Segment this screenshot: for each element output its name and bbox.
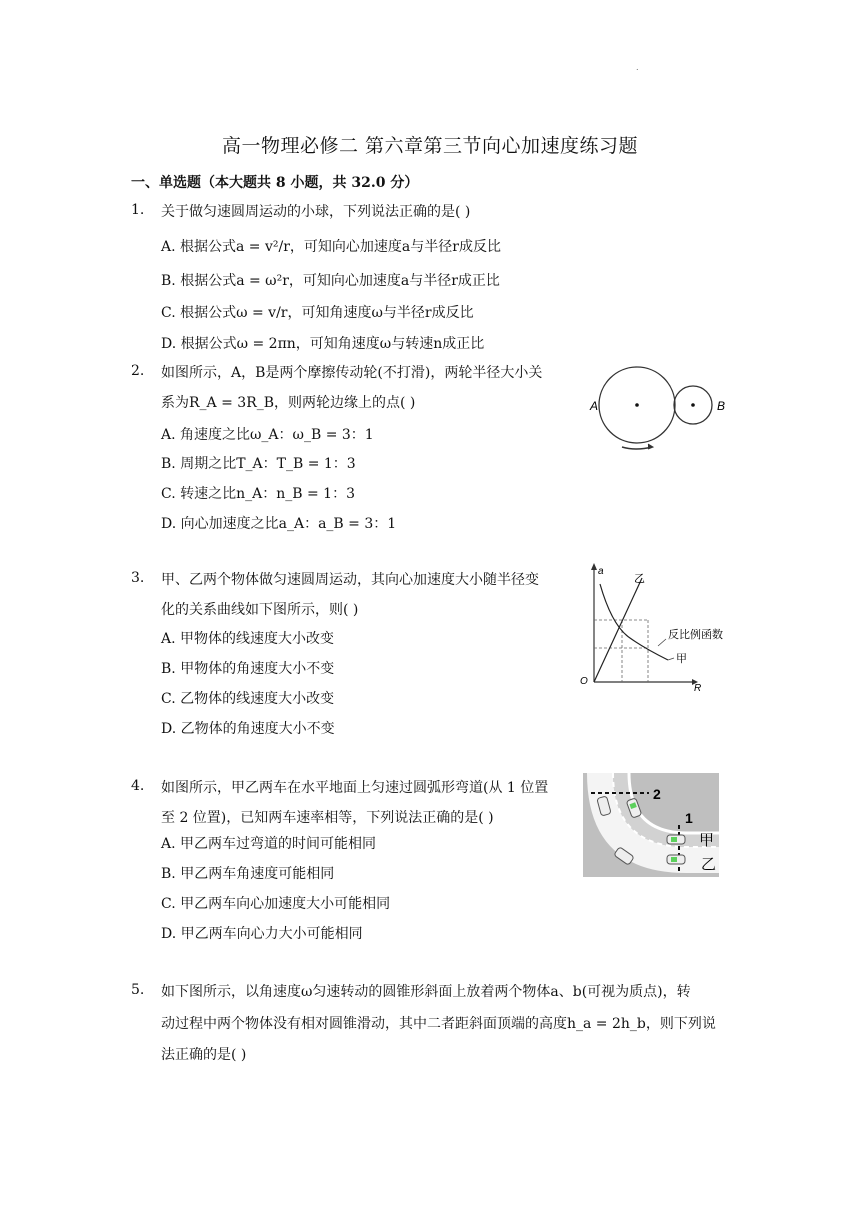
option-b[interactable]: B. 甲物体的角速度大小不变	[161, 661, 335, 677]
question-stem-line-2: 动过程中两个物体没有相对圆锥滑动，其中二者距斜面顶端的高度h_a = 2h_b，则下列说	[161, 1016, 716, 1032]
wheel-b-center	[691, 403, 695, 407]
question-number: 4.	[131, 778, 145, 794]
label-b: B	[717, 399, 726, 413]
option-a[interactable]: A. 角速度之比ω_A：ω_B = 3：1	[161, 427, 374, 443]
option-d[interactable]: D. 向心加速度之比a_A：a_B = 3：1	[161, 516, 397, 532]
question-number: 2.	[131, 363, 145, 379]
curve-jia-label: 甲	[676, 653, 687, 665]
option-b[interactable]: B. 甲乙两车角速度可能相同	[161, 866, 335, 882]
option-c[interactable]: C. 转速之比n_A：n_B = 1：3	[161, 486, 355, 502]
line-yi	[594, 578, 642, 682]
option-a[interactable]: A. 甲物体的线速度大小改变	[161, 631, 335, 647]
question-stem: 关于做匀速圆周运动的小球，下列说法正确的是( )	[161, 204, 471, 220]
curve-yi-label: 乙	[634, 573, 645, 585]
question-stem-line-2: 化的关系曲线如下图所示，则( )	[161, 602, 359, 618]
option-a[interactable]: A. 根据公式a = v²/r，可知向心加速度a与半径r成反比	[161, 239, 501, 255]
jia-leader	[668, 658, 674, 660]
reciprocal-note: 反比例函数	[668, 629, 723, 641]
rotation-arrow	[622, 447, 652, 449]
label-a: A	[590, 399, 599, 413]
question-stem-line-1: 如下图所示，以角速度ω匀速转动的圆锥形斜面上放着两个物体a、b(可视为质点)，转	[161, 984, 691, 1000]
position-1-label: 1	[685, 810, 693, 826]
option-b[interactable]: B. 周期之比T_A：T_B = 1：3	[161, 456, 356, 472]
acceleration-radius-graph	[578, 560, 748, 694]
rotation-arrowhead	[648, 444, 653, 449]
question-number: 1.	[131, 202, 145, 218]
curved-road-figure	[583, 773, 719, 877]
question-stem-line-1: 如图所示，甲乙两车在水平地面上匀速过圆弧形弯道(从 1 位置	[161, 780, 549, 796]
page-title: 高一物理必修二 第六章第三节向心加速度练习题	[221, 135, 639, 157]
note-leader	[658, 639, 666, 646]
position-2-label: 2	[653, 786, 661, 802]
option-b[interactable]: B. 根据公式a = ω²r，可知向心加速度a与半径r成正比	[161, 273, 500, 289]
question-stem-line-2: 系为R_A = 3R_B，则两轮边缘上的点( )	[161, 395, 416, 411]
wheel-a-center	[635, 403, 639, 407]
car-jia-window	[671, 837, 677, 842]
car-yi-window	[671, 857, 677, 862]
question-stem-line-2: 至 2 位置)，已知两车速率相等，下列说法正确的是( )	[161, 810, 494, 826]
option-d[interactable]: D. 乙物体的角速度大小不变	[161, 721, 335, 737]
question-stem-line-1: 如图所示，A，B是两个摩擦传动轮(不打滑)，两轮半径大小关	[161, 365, 543, 381]
question-number: 3.	[131, 570, 145, 586]
friction-wheels-figure	[586, 360, 736, 458]
question-stem-line-3: 法正确的是( )	[161, 1047, 247, 1063]
option-c[interactable]: C. 根据公式ω = v/r，可知角速度ω与半径r成反比	[161, 305, 474, 321]
car-jia-label: 甲	[699, 832, 715, 849]
option-d[interactable]: D. 甲乙两车向心力大小可能相同	[161, 926, 363, 942]
question-number: 5.	[131, 982, 145, 998]
car-yi-label: 乙	[701, 856, 717, 873]
x-axis-label: R	[694, 683, 702, 694]
option-a[interactable]: A. 甲乙两车过弯道的时间可能相同	[161, 836, 377, 852]
option-c[interactable]: C. 甲乙两车向心加速度大小可能相同	[161, 896, 391, 912]
y-axis-label: a	[598, 566, 604, 577]
option-c[interactable]: C. 乙物体的线速度大小改变	[161, 691, 335, 707]
corner-mark: .	[636, 63, 639, 72]
y-axis-arrow	[591, 563, 597, 570]
option-d[interactable]: D. 根据公式ω = 2πn，可知角速度ω与转速n成正比	[161, 336, 485, 352]
origin-label: O	[580, 676, 588, 687]
question-stem-line-1: 甲、乙两个物体做匀速圆周运动，其向心加速度大小随半径变	[161, 572, 539, 588]
section-heading: 一、单选题（本大题共 8 小题，共 32.0 分）	[131, 175, 419, 191]
